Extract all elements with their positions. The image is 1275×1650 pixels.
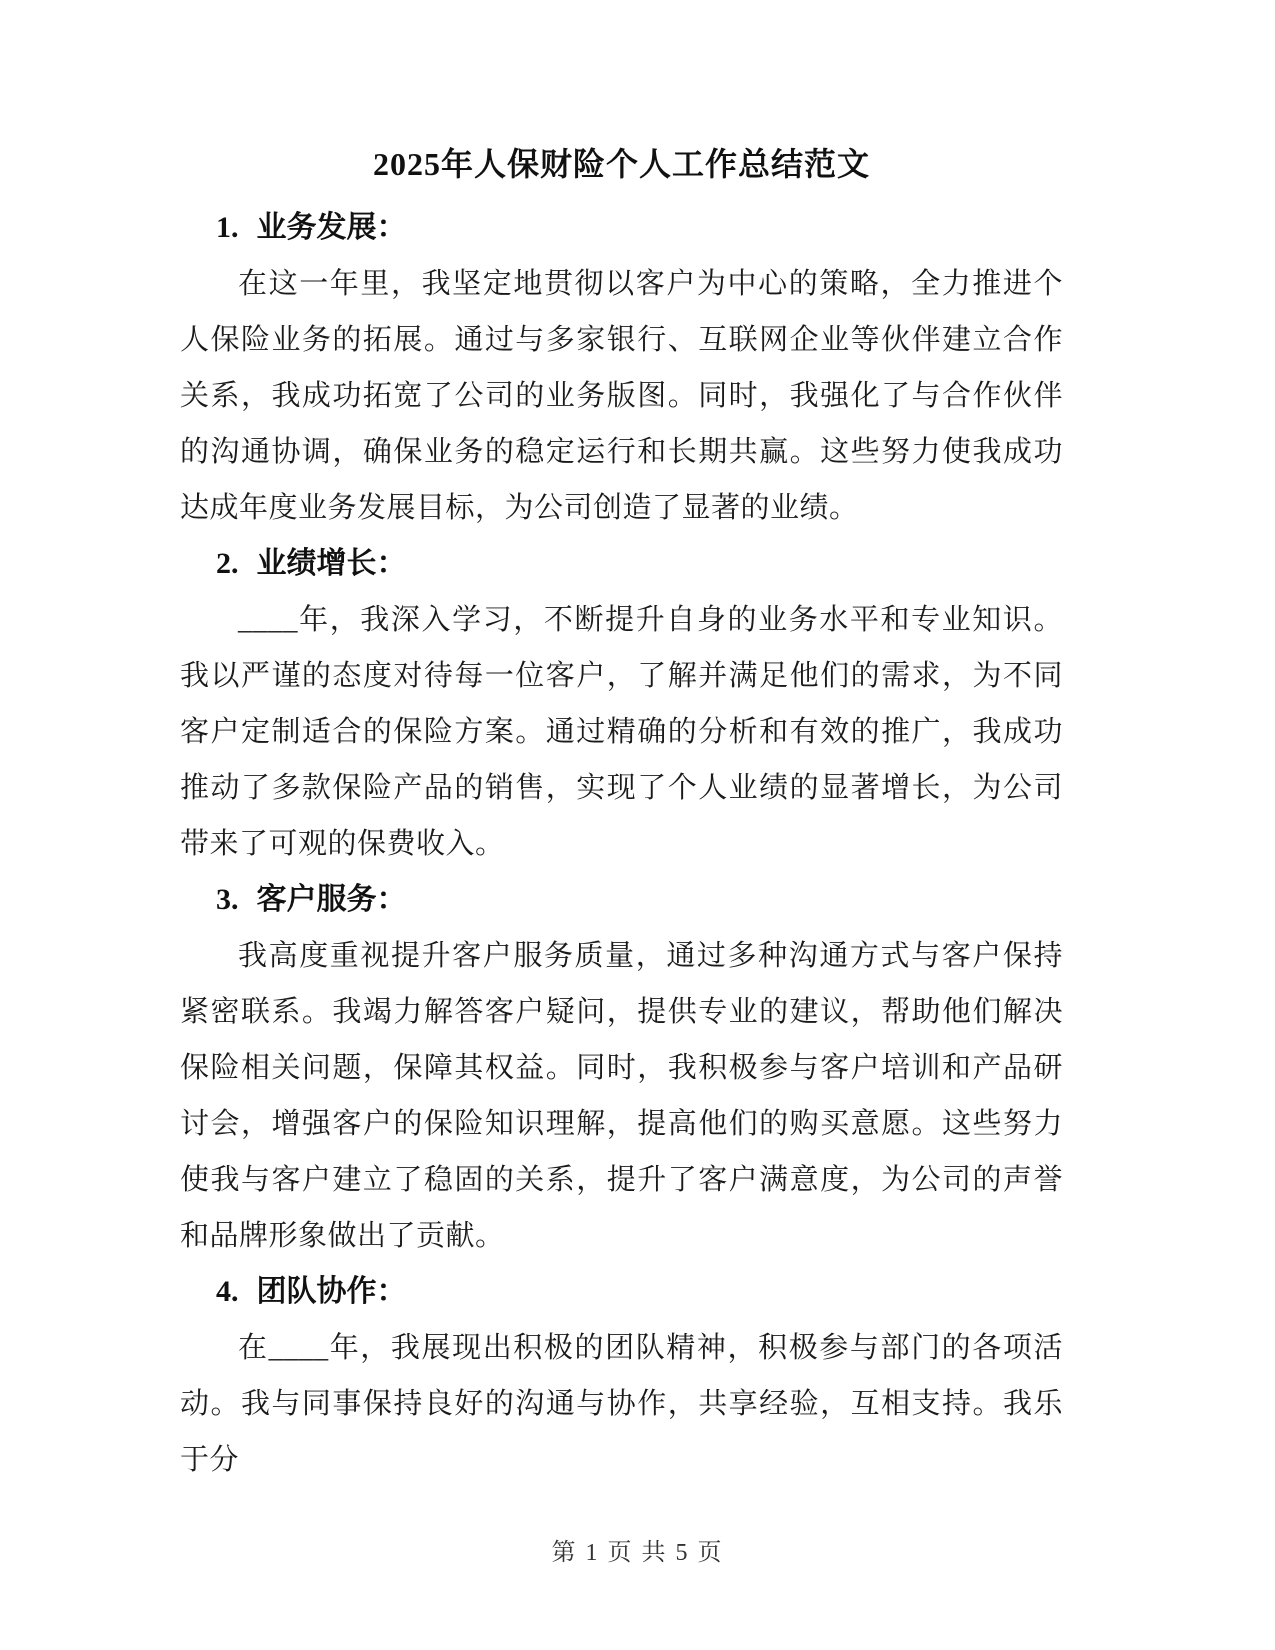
section-customer-service bbox=[180, 872, 1063, 1264]
section-heading bbox=[180, 536, 1063, 592]
section-heading-text: 团队协作： bbox=[256, 1275, 407, 1308]
section-number: 3. bbox=[216, 883, 239, 916]
section-paragraph: 在这一年里，我坚定地贯彻以客户为中心的策略，全力推进个人保险业务的拓展。通过与多家银行、互联网企业等伙伴建立合作关系，我成功拓宽了公司的业务版图。同时，我强化了与合作伙伴的沟通协调，确保业务的稳定运行和长期共赢。这些努力使我成功达成年度业务发展目标，为公司创造了显著的业绩。 bbox=[180, 268, 1063, 524]
page-number-footer: 第 1 页 共 5 页 bbox=[551, 1540, 724, 1566]
section-number: 1. bbox=[216, 211, 239, 244]
section-heading-text: 业绩增长： bbox=[256, 547, 407, 580]
section-heading bbox=[180, 872, 1063, 928]
section-heading bbox=[180, 200, 1063, 256]
document-title: 2025年人保财险个人工作总结范文 bbox=[372, 146, 870, 182]
section-paragraph: ____年，我深入学习，不断提升自身的业务水平和专业知识。我以严谨的态度对待每一位客户，了解并满足他们的需求，为不同客户定制适合的保险方案。通过精确的分析和有效的推广，我成功推动了多款保险产品的销售，实现了个人业绩的显著增长，为公司带来了可观的保费收入。 bbox=[180, 604, 1063, 860]
section-number: 4. bbox=[216, 1275, 239, 1308]
section-number: 2. bbox=[216, 547, 239, 580]
section-performance-growth bbox=[180, 536, 1063, 872]
section-paragraph: 我高度重视提升客户服务质量，通过多种沟通方式与客户保持紧密联系。我竭力解答客户疑问，提供专业的建议，帮助他们解决保险相关问题，保障其权益。同时，我积极参与客户培训和产品研讨会，增强客户的保险知识理解，提高他们的购买意愿。这些努力使我与客户建立了稳固的关系，提升了客户满意度，为公司的声誉和品牌形象做出了贡献。 bbox=[180, 940, 1063, 1252]
section-business-development bbox=[180, 200, 1063, 536]
section-team-collaboration bbox=[180, 1264, 1063, 1488]
section-paragraph: 在____年，我展现出积极的团队精神，积极参与部门的各项活动。我与同事保持良好的沟通与协作，共享经验，互相支持。我乐于分 bbox=[180, 1332, 1063, 1476]
section-heading bbox=[180, 1264, 1063, 1320]
section-heading-text: 业务发展： bbox=[256, 211, 407, 244]
section-heading-text: 客户服务： bbox=[256, 883, 407, 916]
